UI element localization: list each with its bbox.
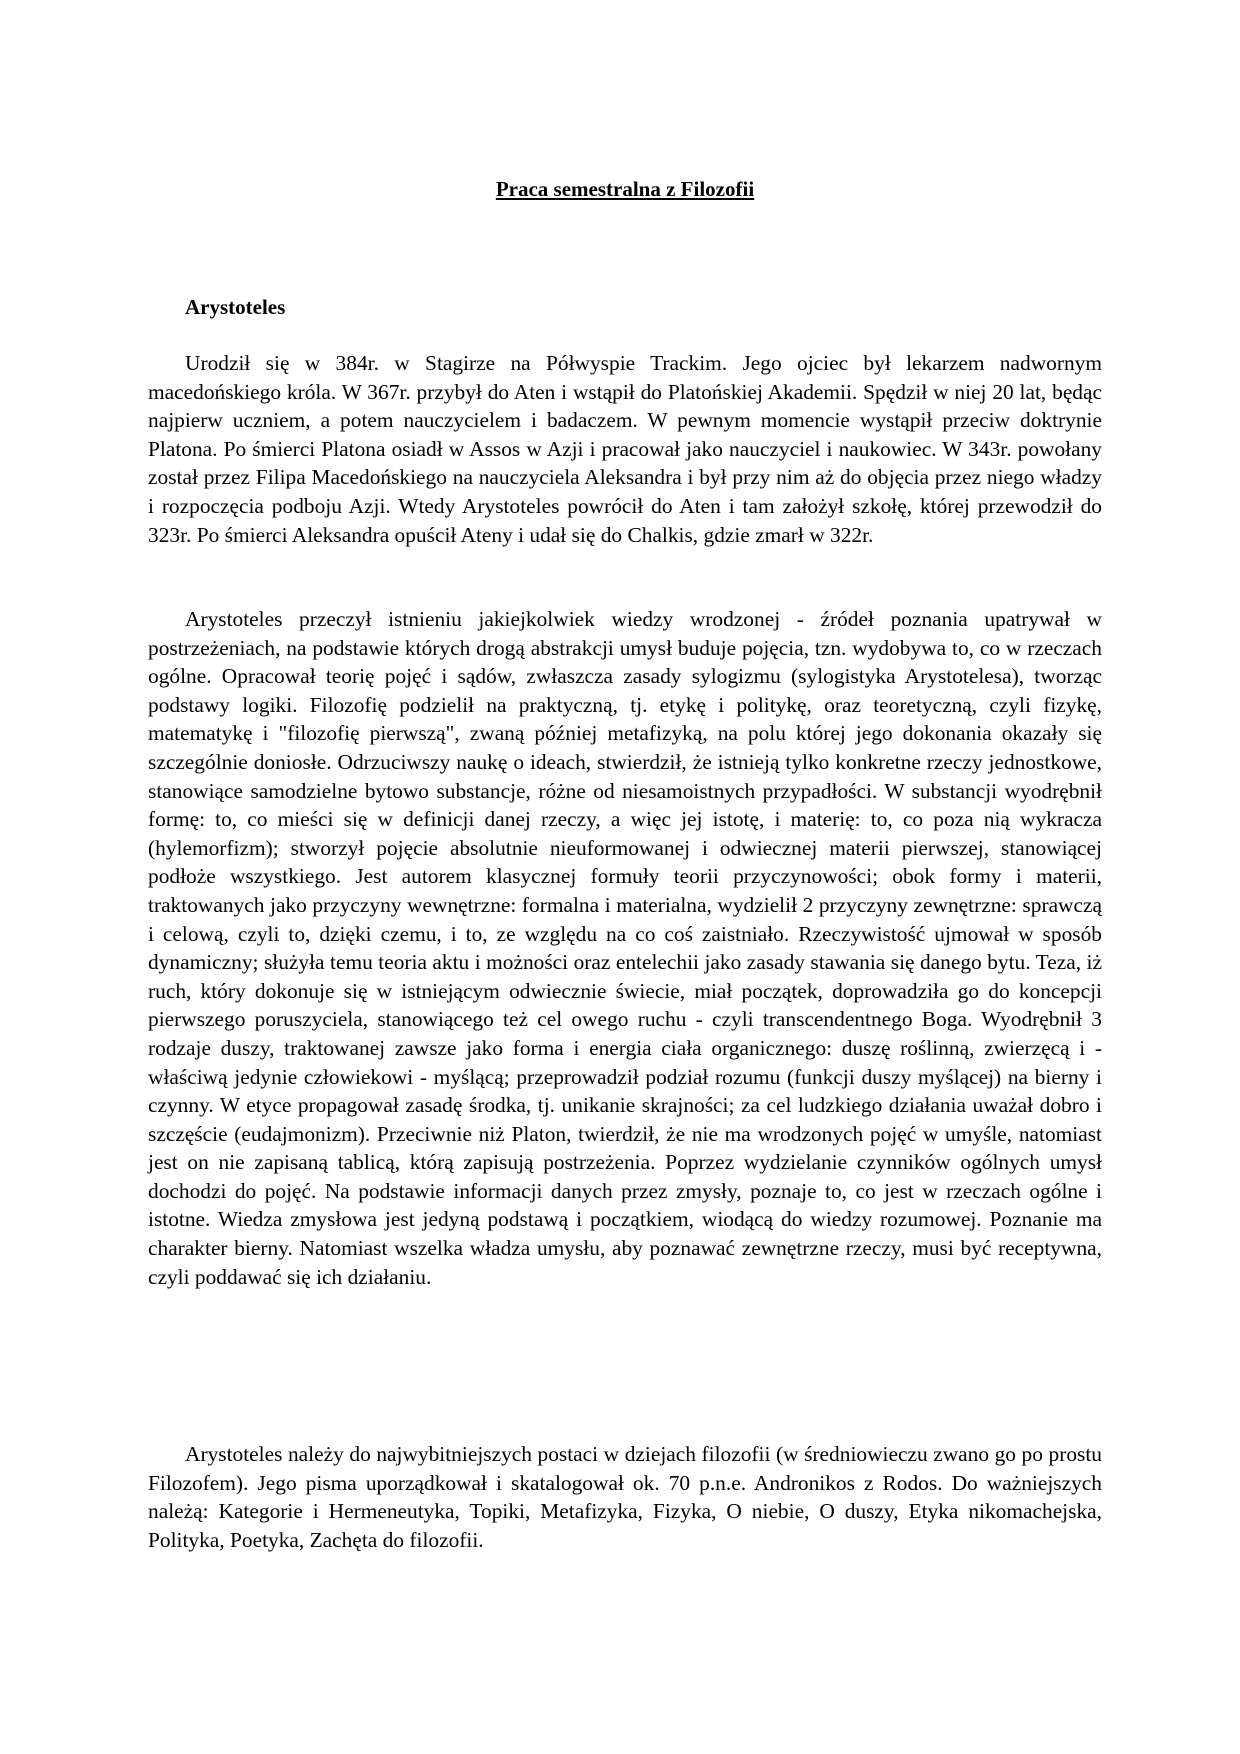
- section-heading: Arystoteles: [185, 295, 286, 319]
- document-page: [148, 0, 1102, 1754]
- paragraph-biography: Urodził się w 384r. w Stagirze na Półwyspie Trackim. Jego ojciec był lekarzem nadwornym macedońskiego króla. W 367r. przybył do Aten i wstąpił do Platońskiej Akademii. Spędził w niej 20 lat, będąc najpierw uczniem, a potem nauczycielem i badaczem. W pewnym momencie wystąpił przeciw doktrynie Platona. Po śmierci Platona osiadł w Assos w Azji i pracował jako nauczyciel i naukowiec. W 343r. powołany został przez Filipa Macedońskiego na nauczyciela Aleksandra i był przy nim aż do objęcia przez niego władzy i rozpoczęcia podboju Azji. Wtedy Arystoteles powrócił do Aten i tam założył szkołę, której przewodził do 323r. Po śmierci Aleksandra opuścił Ateny i udał się do Chalkis, gdzie zmarł w 322r.: [148, 351, 1102, 547]
- paragraph-philosophy: Arystoteles przeczył istnieniu jakiejkolwiek wiedzy wrodzonej - źródeł poznania upatrywał w postrzeżeniach, na podstawie których drogą abstrakcji umysł buduje pojęcia, tzn. wydobywa to, co w rzeczach ogólne. Opracował teorię pojęć i sądów, zwłaszcza zasady sylogizmu (sylogistyka Arystotelesa), tworząc podstawy logiki. Filozofię podzielił na praktyczną, tj. etykę i politykę, oraz teoretyczną, czyli fizykę, matematykę i "filozofię pierwszą", zwaną później metafizyką, na polu której jego dokonania okazały się szczególnie doniosłe. Odrzuciwszy naukę o ideach, stwierdził, że istnieją tylko konkretne rzeczy jednostkowe, stanowiące samodzielne bytowo substancje, różne od niesamoistnych przypadłości. W substancji wyodrębnił formę: to, co mieści się w definicji danej rzeczy, a więc jej istotę, i materię: to, co poza nią wykracza (hylemorfizm); stworzył pojęcie absolutnie nieuformowanej i odwiecznej materii pierwszej, stanowiącej podłoże wszystkiego. Jest autorem klasycznej formuły teorii przyczynowości; obok formy i materii, traktowanych jako przyczyny wewnętrzne: formalna i materialna, wydzielił 2 przyczyny zewnętrzne: sprawczą i celową, czyli to, dzięki czemu, i to, ze względu na co coś zaistniało. Rzeczywistość ujmował w sposób dynamiczny; służyła temu teoria aktu i możności oraz entelechii jako zasady stawania się danego bytu. Teza, iż ruch, który dokonuje się w istniejącym odwiecznie świecie, miał początek, doprowadziła go do koncepcji pierwszego poruszyciela, stanowiącego też cel owego ruchu - czyli transcendentnego Boga. Wyodrębnił 3 rodzaje duszy, traktowanej zawsze jako forma i energia ciała organicznego: duszę roślinną, zwierzęcą i - właściwą jedynie człowiekowi - myślącą; przeprowadził podział rozumu (funkcji duszy myślącej) na bierny i czynny. W etyce propagował zasadę środka, tj. unikanie skrajności; za cel ludzkiego działania uważał dobro i szczęście (eudajmonizm). Przeciwnie niż Platon, twierdził, że nie ma wrodzonych pojęć w umyśle, natomiast jest on nie zapisaną tablicą, którą zapisują postrzeżenia. Poprzez wydzielanie czynników ogólnych umysł dochodzi do pojęć. Na podstawie informacji danych przez zmysły, poznaje to, co jest w rzeczach ogólne i istotne. Wiedza zmysłowa jest jedyną podstawą i początkiem, wiodącą do wiedzy rozumowej. Poznanie ma charakter bierny. Natomiast wszelka władza umysłu, aby poznawać zewnętrzne rzeczy, musi być receptywna, czyli poddawać się ich działaniu.: [148, 607, 1102, 1289]
- paragraph-legacy: Arystoteles należy do najwybitniejszych postaci w dziejach filozofii (w średniowieczu zwano go po prostu Filozofem). Jego pisma uporządkował i skatalogował ok. 70 p.n.e. Andronikos z Rodos. Do ważniejszych należą: Kategorie i Hermeneutyka, Topiki, Metafizyka, Fizyka, O niebie, O duszy, Etyka nikomachejska, Polityka, Poetyka, Zachęta do filozofii.: [148, 1442, 1102, 1552]
- document-title: Praca semestralna z Filozofii: [495, 177, 755, 201]
